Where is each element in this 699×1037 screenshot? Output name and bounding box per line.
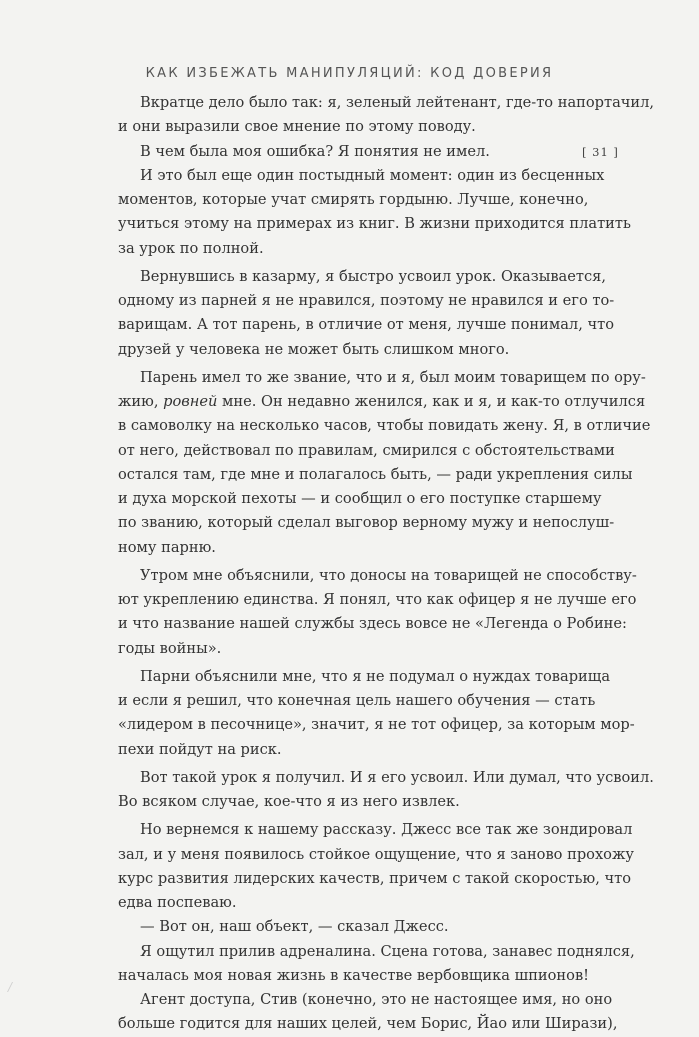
text-line [118,390,646,414]
text-line: В чем была моя ошибка? Я понятия не имел. [140,142,490,160]
text-line: моментов, которые учат смирять гордыню. Лучше, конечно, [118,191,589,208]
page-number: [ 31 ] [582,145,619,159]
text-line: Парень имел то же звание, что и я, был моим товарищем по ору- [140,368,646,386]
text-line: «лидером в песочнице», значит, я не тот офицер, за которым мор- [118,716,635,734]
running-head-title: КАК ИЗБЕЖАТЬ МАНИПУЛЯЦИЙ: КОД ДОВЕРИЯ [145,66,554,81]
text-line: ют укреплению единства. Я понял, что как офицер я не лучше его [118,591,637,608]
text-line: в самоволку на несколько часов, чтобы повидать жену. Я, в отличие [118,417,651,435]
text-line: Парни объяснили мне, что я не подумал о нуждах товарища [140,667,611,685]
text-line: едва поспеваю. [118,894,237,911]
text-line: и они выразили свое мнение по этому поводу. [118,118,476,136]
text-line: одному из парней я не нравился, поэтому не нравился и его то- [118,292,615,309]
text-line: И это был еще один постыдный момент: один из бесценных [140,166,605,184]
text-line: зал, и у меня появилось стойкое ощущение, что я заново прохожу [118,845,634,863]
text-line: остался там, где мне и полагалось быть, — ради укрепления силы [118,465,633,483]
text-line: и что название нашей службы здесь вовсе не «Легенда о Робине: [118,615,627,633]
text-line: ному парню. [118,538,216,556]
text-line: Вкратце дело было так: я, зеленый лейтенант, где-то напортачил, [140,94,655,111]
text-line: за урок по полной. [118,239,264,257]
text-line: годы войны». [118,639,222,657]
text-line: больше годится для наших целей, чем Борис, Йао или Ширази), [118,1015,618,1033]
text-line: курс развития лидерских качеств, причем с такой скоростью, что [118,869,631,887]
text-line: по званию, который сделал выговор верному мужу и непослуш- [118,514,615,532]
text-line: — Вот он, наш объект, — сказал Джесс. [140,918,449,936]
emphasized-word: ровней [163,393,218,410]
text-line: и духа морской пехоты — и сообщил о его поступке старшему [118,490,602,507]
text-line: Но вернемся к нашему рассказу. Джесс все так же зондировал [140,821,633,839]
text-line: началась моя новая жизнь в качестве вербовщика шпионов! [118,966,590,984]
text-line: Во всяком случае, кое-что я из него извлек. [118,793,460,810]
text-line: от него, действовал по правилам, смирился с обстоятельствами [118,441,615,459]
text-line: учиться этому на примерах из книг. В жизни приходится платить [118,215,631,233]
text-fragment: мне. Он недавно женился, как и я, и как-то отлучился [217,393,646,410]
text-line: и если я решил, что конечная цель нашего обучения — стать [118,692,596,709]
text-line: Я ощутил прилив адреналина. Сцена готова, занавес поднялся, [140,942,635,960]
text-fragment: жию, [118,393,164,410]
text-line: Агент доступа, Стив (конечно, это не настоящее имя, но оно [140,991,613,1008]
text-line: Утром мне объяснили, что доносы на товарищей не способству- [140,566,637,584]
text-line: варищам. А тот парень, в отличие от меня, лучше понимал, что [118,316,614,334]
text-line: Вернувшись в казарму, я быстро усвоил урок. Оказывается, [140,267,606,285]
text-line: Вот такой урок я получил. И я его усвоил. Или думал, что усвоил. [140,768,654,786]
text-line: пехи пойдут на риск. [118,740,282,758]
scan-mark: / [8,980,13,994]
text-line: друзей у человека не может быть слишком много. [118,340,510,358]
